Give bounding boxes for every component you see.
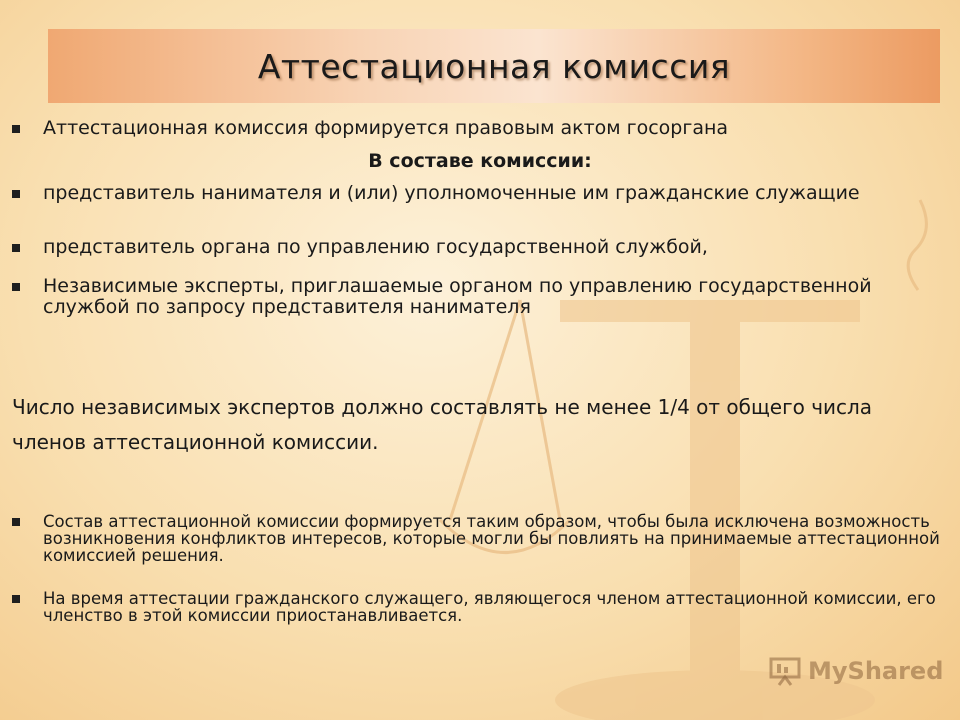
- member-item-text: Независимые эксперты, приглашаемые органом по управлению государственной службой по запросу представителя нанимателя: [43, 275, 872, 318]
- member-item-text: представитель органа по управлению государственной службой,: [43, 236, 708, 258]
- title-bar: [48, 29, 940, 103]
- square-bullet-icon: [12, 283, 20, 291]
- note-item: [12, 513, 942, 564]
- square-bullet-icon: [12, 595, 20, 603]
- note-item-text: На время аттестации гражданского служащего, являющегося членом аттестационной комиссии, его членство в этой комиссии приостанавливается.: [43, 589, 936, 625]
- member-item: [12, 276, 872, 318]
- bullet-intro: [12, 118, 942, 139]
- presentation-board-icon: [768, 656, 802, 686]
- note-item-text: Состав аттестационной комиссии формируется таким образом, чтобы была исключена возможность возникновения конфликтов интересов, которые могли бы повлиять на принимаемые аттестационной комиссией решения.: [43, 512, 940, 565]
- experts-ratio-text: Число независимых экспертов должно составлять не менее 1/4 от общего числа членов аттестационной комиссии.: [12, 395, 873, 454]
- member-item: [12, 183, 942, 204]
- composition-heading: В составе комиссии:: [368, 150, 592, 172]
- member-item: [12, 237, 942, 258]
- watermark-logo-text: MyShared: [808, 657, 944, 685]
- bullet-intro-text: Аттестационная комиссия формируется правовым актом госоргана: [43, 117, 729, 139]
- square-bullet-icon: [12, 518, 20, 526]
- square-bullet-icon: [12, 244, 20, 252]
- slide-title: Аттестационная комиссия: [257, 46, 731, 86]
- square-bullet-icon: [12, 190, 20, 198]
- square-bullet-icon: [12, 125, 20, 133]
- member-item-text: представитель нанимателя и (или) уполномоченные им гражданские служащие: [43, 182, 860, 204]
- myshared-watermark: [768, 656, 943, 686]
- note-item: [12, 590, 942, 624]
